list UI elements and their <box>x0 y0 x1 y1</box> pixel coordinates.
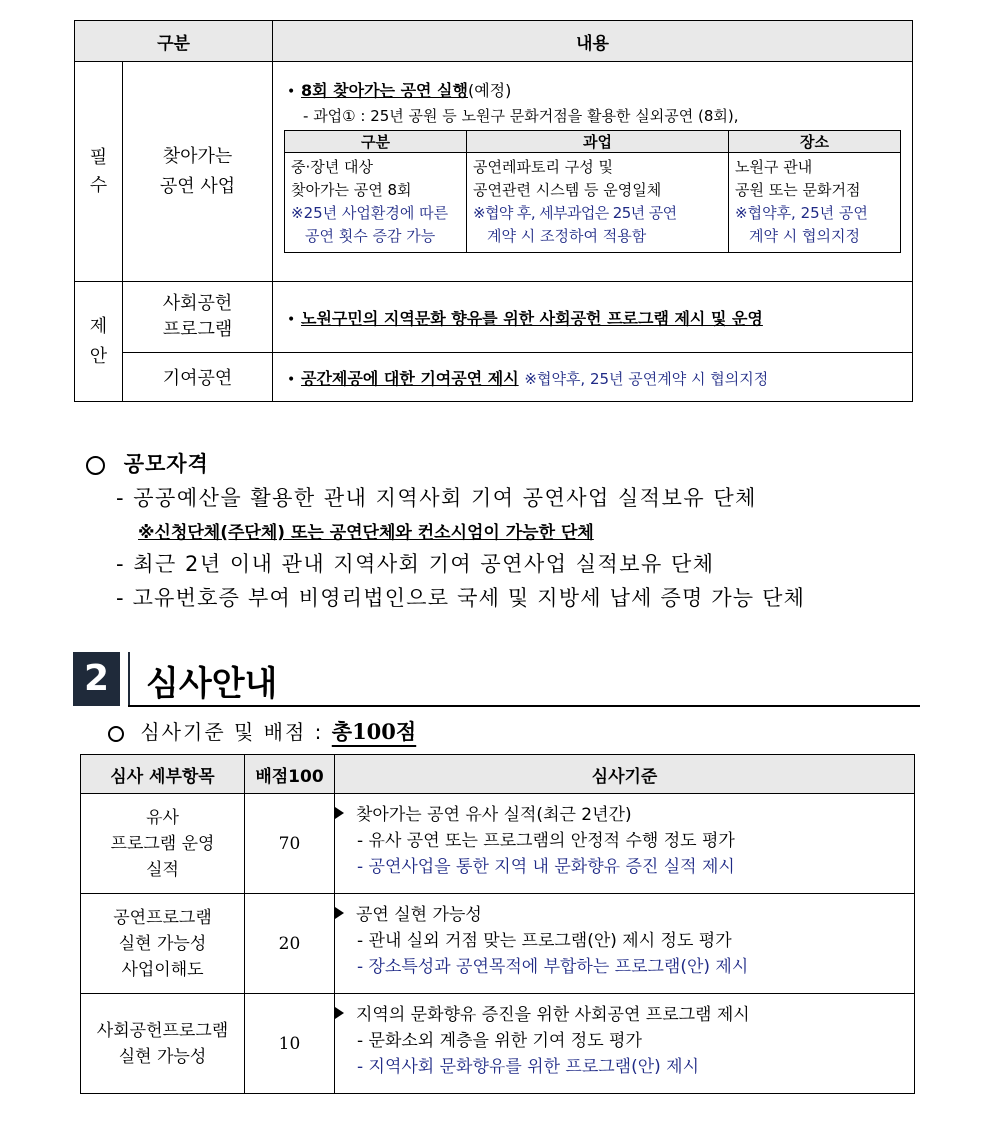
criteria-label: 심사기준 및 배점 : <box>140 720 332 744</box>
header-criteria: 심사기준 <box>335 755 915 794</box>
row-name-social: 사회공헌 프로그램 <box>123 282 273 353</box>
eval-category: 유사 프로그램 운영 실적 <box>81 794 245 894</box>
eval-score: 20 <box>245 894 335 994</box>
inner-line: 공원 또는 문화거점 <box>735 181 861 199</box>
eval-criteria <box>335 894 915 994</box>
group-proposal: 제 안 <box>75 282 123 402</box>
section-underline <box>128 705 920 707</box>
eval-score: 10 <box>245 994 335 1094</box>
inner-header-place: 장소 <box>729 131 901 153</box>
task-inner-table <box>284 130 901 253</box>
eval-category: 사회공헌프로그램 실현 가능성 <box>81 994 245 1094</box>
qualifications-title-row <box>86 448 209 478</box>
criteria-main: 지역의 문화향유 증진을 위한 사회공연 프로그램 제시 <box>356 1005 750 1025</box>
eval-criteria <box>335 994 915 1094</box>
eval-score: 70 <box>245 794 335 894</box>
inner-note: 계약 시 조정하여 적용함 <box>487 227 647 245</box>
qualifications-title: 공모자격 <box>123 452 209 476</box>
inner-line: 노원구 관내 <box>735 158 813 176</box>
header-score: 배점100 <box>245 755 335 794</box>
criteria-sub: - 유사 공연 또는 프로그램의 안정적 수행 정도 평가 <box>357 831 735 851</box>
row-content-contribution: • 공간제공에 대한 기여공연 제시 ※협약후, 25년 공연계약 시 협의지정 <box>273 353 913 402</box>
criteria-main: 찾아가는 공연 유사 실적(최근 2년간) <box>356 805 632 825</box>
section-number-badge: 2 <box>73 652 120 706</box>
inner-line: 중·장년 대상 <box>291 158 374 176</box>
criteria-main: 공연 실현 가능성 <box>356 905 482 925</box>
qualification-item: - 공공예산을 활용한 관내 지역사회 기여 공연사업 실적보유 단체 <box>116 486 757 510</box>
eval-category: 공연프로그램 실현 가능성 사업이해도 <box>81 894 245 994</box>
inner-note: 공연 횟수 증감 가능 <box>305 227 436 245</box>
qualification-item: - 최근 2년 이내 관내 지역사회 기여 공연사업 실적보유 단체 <box>116 552 715 576</box>
header-category: 구분 <box>75 21 273 62</box>
inner-note: ※협약 후, 세부과업은 25년 공연 <box>473 204 677 222</box>
qualification-item: - 고유번호증 부여 비영리법인으로 국세 및 지방세 납세 증명 가능 단체 <box>116 586 806 610</box>
section-divider <box>128 652 130 706</box>
criteria-sub: - 관내 실외 거점 맞는 프로그램(안) 제시 정도 평가 <box>357 931 732 951</box>
inner-note: ※25년 사업환경에 따른 <box>291 204 449 222</box>
inner-cell-place <box>729 153 901 253</box>
inner-line: 공연레파토리 구성 및 <box>473 158 613 176</box>
task-table <box>74 20 913 402</box>
section-title: 심사안내 <box>146 664 278 704</box>
task-line: - 과업① : 25년 공원 등 노원구 문화거점을 활용한 실외공연 (8회), <box>303 107 739 125</box>
circle-icon <box>86 456 105 475</box>
social-text: 노원구민의 지역문화 향유를 위한 사회공헌 프로그램 제시 및 운영 <box>301 308 763 328</box>
criteria-sub-highlight: - 공연사업을 통한 지역 내 문화향유 증진 실적 제시 <box>357 857 735 877</box>
triangle-bullet-icon <box>335 1007 344 1019</box>
inner-note: ※협약후, 25년 공연 <box>735 204 868 222</box>
qualification-note: ※신청단체(주단체) 또는 공연단체와 컨소시엄이 가능한 단체 <box>138 523 594 543</box>
criteria-sub-highlight: - 장소특성과 공연목적에 부합하는 프로그램(안) 제시 <box>357 957 749 977</box>
inner-cell-category <box>285 153 467 253</box>
criteria-line <box>108 716 430 746</box>
header-item: 심사 세부항목 <box>81 755 245 794</box>
bullet-outreach: • 8회 찾아가는 공연 실행(예정) <box>287 81 512 100</box>
header-content: 내용 <box>273 21 913 62</box>
circle-icon <box>108 726 124 742</box>
row-name-contribution: 기여공연 <box>123 353 273 402</box>
triangle-bullet-icon <box>335 807 344 819</box>
row-name-outreach: 찾아가는 공연 사업 <box>123 62 273 282</box>
row-content-social: • 노원구민의 지역문화 향유를 위한 사회공헌 프로그램 제시 및 운영 <box>273 282 913 353</box>
inner-line: 찾아가는 공연 8회 <box>291 181 412 199</box>
criteria-sub: - 문화소외 계층을 위한 기여 정도 평가 <box>357 1031 642 1051</box>
inner-header-category: 구분 <box>285 131 467 153</box>
criteria-sub-highlight: - 지역사회 문화향유를 위한 프로그램(안) 제시 <box>357 1057 700 1077</box>
contribution-note: ※협약후, 25년 공연계약 시 협의지정 <box>524 369 769 388</box>
row-content-outreach <box>273 62 913 282</box>
triangle-bullet-icon <box>335 907 344 919</box>
criteria-total: 총100점 <box>331 719 417 744</box>
inner-note: 계약 시 협의지정 <box>749 227 860 245</box>
bullet-outreach-text: 8회 찾아가는 공연 실행 <box>301 81 468 100</box>
bullet-outreach-suffix: (예정) <box>467 81 512 100</box>
inner-header-task: 과업 <box>467 131 729 153</box>
contribution-text: 공간제공에 대한 기여공연 제시 <box>301 368 519 388</box>
inner-cell-task <box>467 153 729 253</box>
inner-line: 공연관련 시스템 등 운영일체 <box>473 181 662 199</box>
eval-criteria <box>335 794 915 894</box>
group-required: 필 수 <box>75 62 123 282</box>
evaluation-table <box>80 754 915 1094</box>
